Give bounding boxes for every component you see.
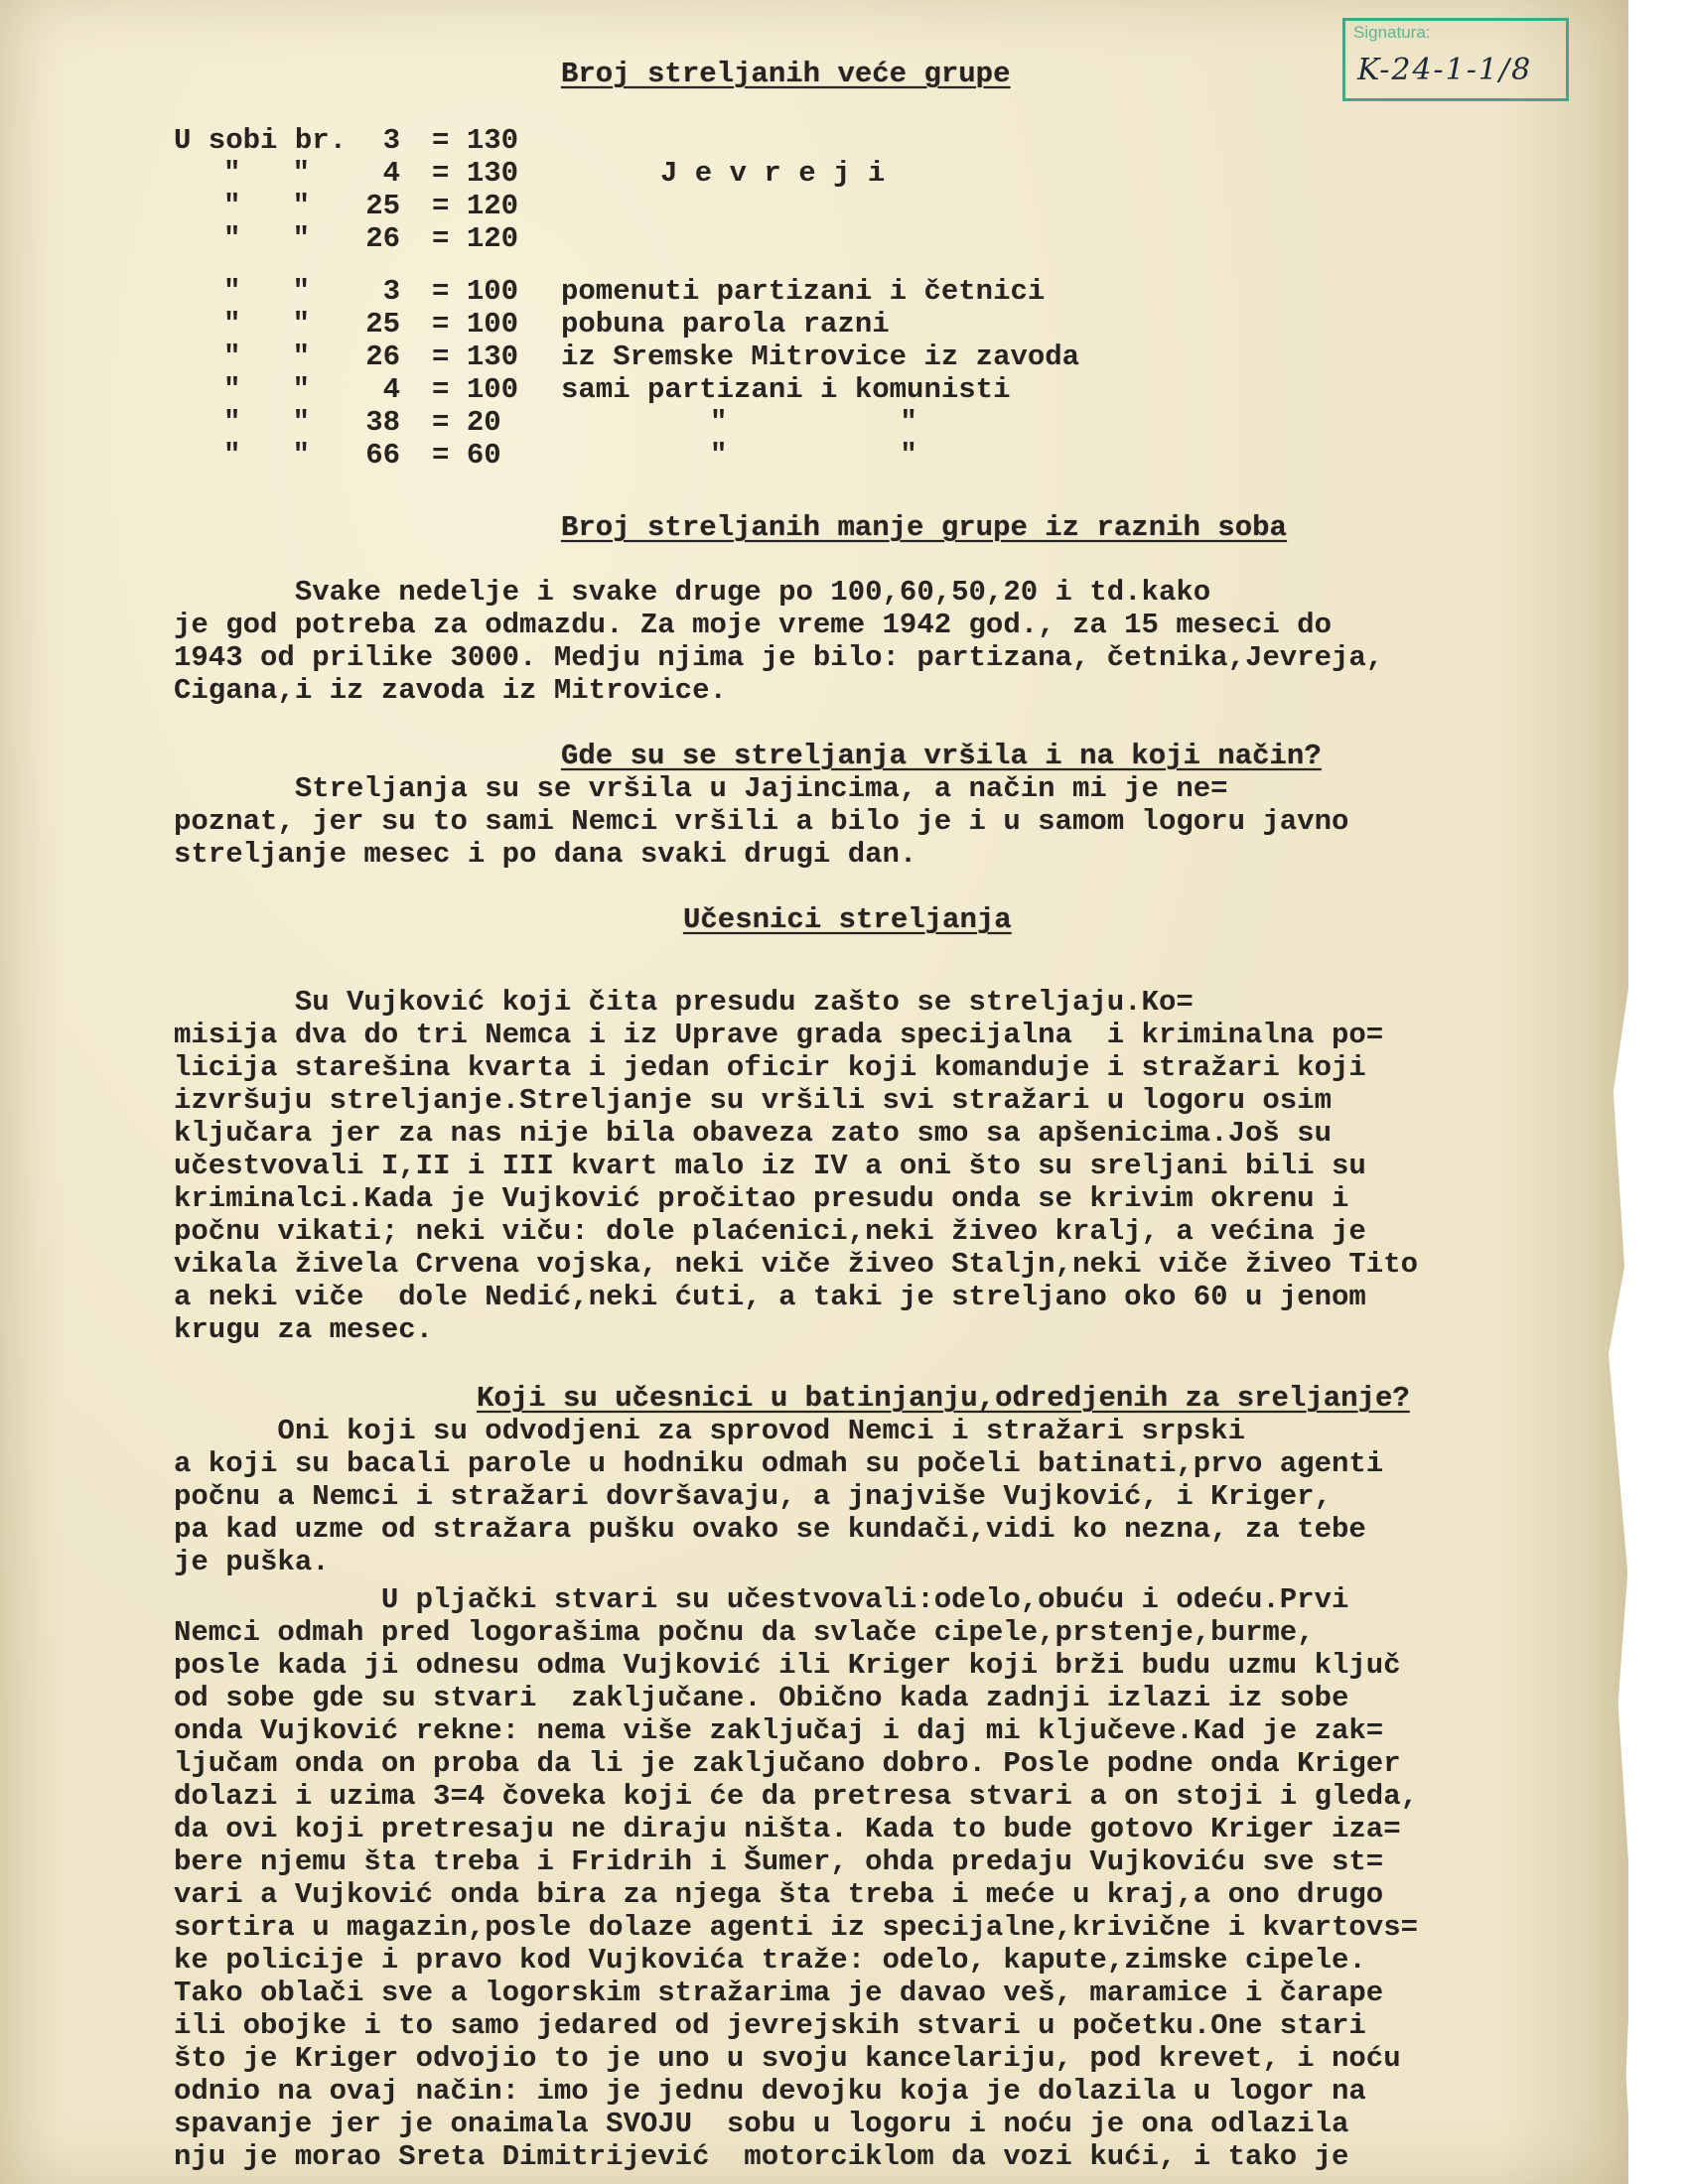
table-count-value: 100 [466, 308, 519, 341]
paragraph-participants [174, 986, 1418, 1346]
table-ditto: " " [223, 406, 311, 439]
text-line: ljučam onda on proba da li je zaključano dobro. Posle podne onda Kriger [174, 1747, 1401, 1780]
heading-where-how: Gde su se streljanja vršila i na koji način? [561, 740, 1322, 772]
table-cell-room: 25 [365, 190, 400, 222]
table-count-value: 100 [466, 275, 519, 308]
table-cell-count: = 120 [432, 222, 519, 255]
stamp-label: Signatura: [1353, 23, 1431, 42]
text-line: učestvovali I,II i III kvart malo iz IV a oni što su sreljani bili su [174, 1150, 1366, 1182]
text-line: U pljački stvari su učestvovali:odelo,obuću i odeću.Prvi [174, 1583, 1349, 1616]
text-line: Tako oblači sve a logorskim stražarima je davao veš, maramice i čarape [174, 1977, 1384, 2009]
table-count-value: 130 [466, 341, 519, 373]
table-cell-note: sami partizani i komunisti [561, 373, 1011, 406]
table-count-value: 120 [466, 190, 519, 222]
table-cell-room: 3 [382, 124, 400, 157]
table-cell-note: pomenuti partizani i četnici [561, 275, 1046, 308]
heading-larger-group: Broj streljanih veće grupe [561, 58, 1011, 90]
table-count-value: 130 [466, 157, 519, 190]
table-cell-count: = 130 [432, 157, 519, 190]
table-cell-count: = 20 [432, 406, 501, 439]
text-line: ili obojke i to samo jedared od jevrejskih stvari u početku.One stari [174, 2009, 1366, 2042]
text-line: da ovi koji pretresaju ne diraju ništa. Kada to bude gotovo Kriger iza= [174, 1813, 1401, 1845]
table-cell-count: = 100 [432, 308, 519, 341]
paragraph-plunder [174, 1583, 1418, 2173]
text-line: a koji su bacali parole u hodniku odmah su počeli batinati,prvo agenti [174, 1447, 1384, 1480]
text-line: vari a Vujković onda bira za njega šta treba i meće u kraj,a ono drugo [174, 1878, 1384, 1911]
table-ditto: " " [223, 308, 311, 341]
text-line: počnu a Nemci i stražari dovršavaju, a jnajviše Vujković, i Kriger, [174, 1480, 1332, 1513]
group-note-jews: J e v r e j i [660, 157, 886, 190]
table-cell-count: = 130 [432, 124, 519, 157]
text-line: spavanje jer je onaimala SVOJU sobu u logoru i noću je ona odlazila [174, 2108, 1349, 2140]
table-ditto: " " [223, 222, 311, 255]
heading-beating: Koji su učesnici u batinjanju,odredjenih za sreljanje? [477, 1382, 1410, 1415]
text-line: streljanje mesec i po dana svaki drugi dan. [174, 838, 917, 871]
paragraph-smaller-group [174, 576, 1383, 707]
table-ditto: " " [223, 373, 311, 406]
table-cell-room: 26 [365, 222, 400, 255]
table-cell-count: = 130 [432, 341, 519, 373]
table-count-value: 130 [466, 124, 519, 157]
text-line: je god potreba za odmazdu. Za moje vreme 1942 god., za 15 meseci do [174, 609, 1332, 641]
text-line: ke policije i pravo kod Vujkovića traže: odelo, kapute,zimske cipele. [174, 1944, 1366, 1977]
text-line: poznat, jer su to sami Nemci vršili a bilo je i u samom logoru javno [174, 805, 1349, 838]
table-count-value: 120 [466, 222, 519, 255]
text-line: Svake nedelje i svake druge po 100,60,50,20 i td.kako [174, 576, 1211, 609]
table-cell-note: pobuna parola razni [561, 308, 890, 341]
text-line: posle kada ji odnesu odma Vujković ili Kriger koji brži budu uzmu ključ [174, 1649, 1401, 1682]
text-line: misija dva do tri Nemca i iz Uprave grada specijalna i kriminalna po= [174, 1019, 1384, 1051]
table-cell-count: = 120 [432, 190, 519, 222]
text-line: Cigana,i iz zavoda iz Mitrovice. [174, 674, 727, 707]
text-line: Su Vujković koji čita presudu zašto se streljaju.Ko= [174, 986, 1194, 1019]
text-line: krugu za mesec. [174, 1313, 434, 1346]
text-line: licija starešina kvarta i jedan oficir koji komanduje i stražari koji [174, 1051, 1366, 1084]
table-ditto: " " [223, 190, 311, 222]
table-cell-room: 4 [382, 157, 400, 190]
text-line: onda Vujković rekne: nema više zaključaj i daj mi ključeve.Kad je zak= [174, 1714, 1384, 1747]
text-line: vikala živela Crvena vojska, neki viče živeo Staljn,neki viče živeo Tito [174, 1248, 1419, 1281]
text-line: bere njemu šta treba i Fridrih i Šumer, ohda predaju Vujkoviću sve st= [174, 1845, 1384, 1878]
table-cell-count: = 60 [432, 439, 501, 472]
table-cell-room: 25 [365, 308, 400, 341]
text-line: odnio na ovaj način: imo je jednu devojku koja je dolazila u logor na [174, 2075, 1366, 2108]
table-cell-note: iz Sremske Mitrovice iz zavoda [561, 341, 1080, 373]
table-cell-room: 38 [365, 406, 400, 439]
text-line: izvršuju streljanje.Streljanje su vršili svi stražari u logoru osim [174, 1084, 1332, 1117]
table-count-value: 60 [466, 439, 501, 472]
archive-signature-stamp [1342, 18, 1569, 101]
text-line: a neki viče dole Nedić,neki ćuti, a taki je streljano oko 60 u jenom [174, 1281, 1366, 1313]
text-line: počnu vikati; neki viču: dole plaćenici,neki živeo kralj, a većina je [174, 1215, 1366, 1248]
heading-participants: Učesnici streljanja [683, 903, 1012, 936]
text-line: od sobe gde su stvari zaključane. Obično kada zadnji izlazi iz sobe [174, 1682, 1349, 1714]
stamp-value: K-24-1-1/8 [1357, 53, 1533, 87]
text-line: Streljanja su se vršila u Jajincima, a način mi je ne= [174, 772, 1228, 805]
table-cell-room: 4 [382, 373, 400, 406]
table-ditto: " " [223, 439, 311, 472]
text-line: 1943 od prilike 3000. Medju njima je bilo: partizana, četnika,Jevreja, [174, 641, 1384, 674]
text-line: što je Kriger odvojio to je uno u svoju kancelariju, pod krevet, i noću [174, 2042, 1401, 2075]
heading-smaller-group: Broj streljanih manje grupe iz raznih soba [561, 511, 1287, 544]
text-line: ključara jer za nas nije bila obaveza zato smo sa apšenicima.Još su [174, 1117, 1332, 1150]
text-line: pa kad uzme od stražara pušku ovako se kundači,vidi ko nezna, za tebe [174, 1513, 1366, 1546]
table-count-value: 100 [466, 373, 519, 406]
table-cell-room: 3 [382, 275, 400, 308]
text-line: dolazi i uzima 3=4 čoveka koji će da pretresa stvari a on stoji i gleda, [174, 1780, 1419, 1813]
text-line: kriminalci.Kada je Vujković pročitao presudu onda se krivim okrenu i [174, 1182, 1349, 1215]
text-line: je puška. [174, 1546, 330, 1578]
table-cell-note: " " [710, 406, 917, 439]
table-ditto: " " [223, 157, 311, 190]
table-cell-note: " " [710, 439, 917, 472]
table-cell-room: 26 [365, 341, 400, 373]
text-line: Oni koji su odvodjeni za sprovod Nemci i stražari srpski [174, 1415, 1245, 1447]
table-cell-room: 66 [365, 439, 400, 472]
paragraph-where-how [174, 772, 1348, 871]
table-row-label: U sobi br. [174, 124, 348, 157]
table-ditto: " " [223, 341, 311, 373]
text-line: nju je morao Sreta Dimitrijević motorciklom da vozi kući, i tako je [174, 2140, 1349, 2173]
paragraph-beating [174, 1415, 1383, 1578]
table-cell-count: = 100 [432, 373, 519, 406]
table-cell-count: = 100 [432, 275, 519, 308]
text-line: sortira u magazin,posle dolaze agenti iz specijalne,krivične i kvartovs= [174, 1911, 1419, 1944]
table-count-value: 20 [466, 406, 501, 439]
table-ditto: " " [223, 275, 311, 308]
text-line: Nemci odmah pred logorašima počnu da svlače cipele,prstenje,burme, [174, 1616, 1315, 1649]
